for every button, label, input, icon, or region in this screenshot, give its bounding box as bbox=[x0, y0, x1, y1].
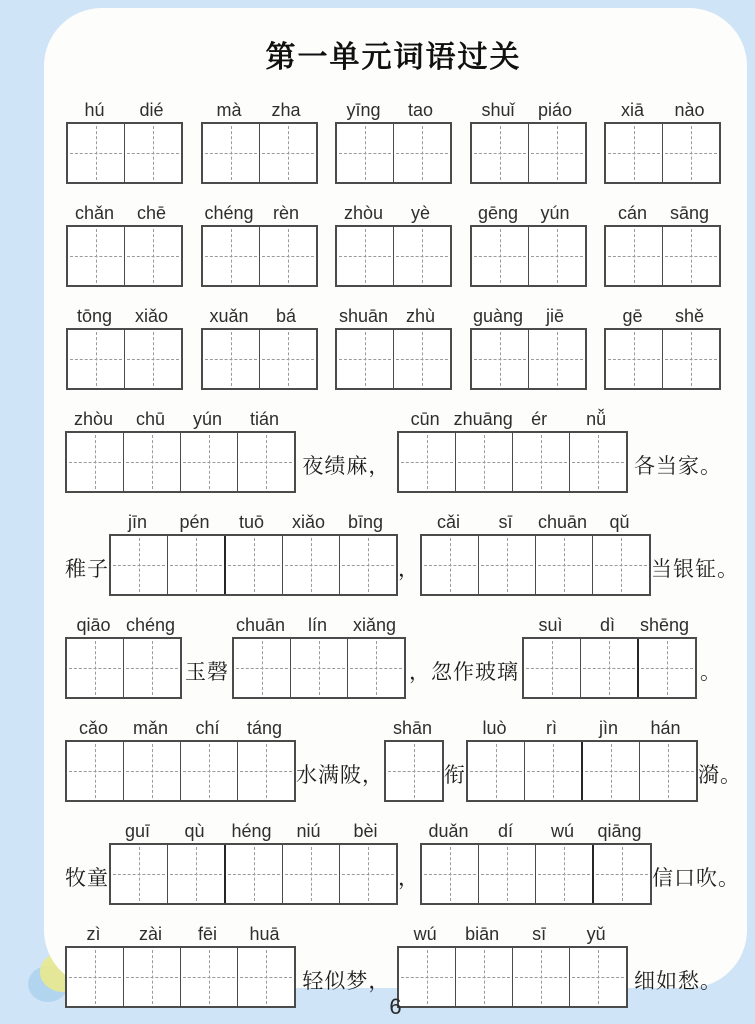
character-cell[interactable] bbox=[181, 742, 238, 800]
character-grid bbox=[65, 637, 182, 699]
pinyin-label: chū bbox=[135, 409, 166, 429]
character-cell[interactable] bbox=[125, 330, 181, 388]
character-cell[interactable] bbox=[394, 227, 450, 285]
character-cell[interactable] bbox=[238, 433, 294, 491]
pinyin-label: dì bbox=[599, 615, 615, 635]
character-cell[interactable] bbox=[67, 742, 124, 800]
writing-group bbox=[109, 512, 398, 596]
character-cell[interactable] bbox=[581, 639, 639, 697]
pinyin-label: shuān bbox=[338, 306, 389, 326]
sentence-text: 漪。 bbox=[698, 763, 742, 787]
character-cell[interactable] bbox=[536, 536, 593, 594]
pinyin-row bbox=[420, 512, 651, 532]
pinyin-row bbox=[470, 203, 587, 223]
pinyin-label: qù bbox=[184, 821, 205, 841]
writing-group bbox=[66, 100, 183, 184]
writing-group bbox=[604, 203, 721, 287]
pinyin-label: yè bbox=[410, 203, 430, 223]
pinyin-label: rèn bbox=[272, 203, 299, 223]
character-cell[interactable] bbox=[68, 330, 125, 388]
sentence-text: 各当家。 bbox=[633, 454, 722, 478]
character-cell[interactable] bbox=[606, 124, 663, 182]
character-grid bbox=[335, 328, 452, 390]
pinyin-row bbox=[65, 409, 296, 429]
character-cell[interactable] bbox=[472, 227, 529, 285]
character-cell[interactable] bbox=[234, 639, 291, 697]
character-cell[interactable] bbox=[337, 227, 394, 285]
character-cell[interactable] bbox=[111, 536, 168, 594]
pinyin-label: bá bbox=[275, 306, 297, 326]
character-cell[interactable] bbox=[529, 330, 585, 388]
writing-group bbox=[201, 100, 318, 184]
character-cell[interactable] bbox=[125, 227, 181, 285]
sentence-row bbox=[64, 821, 740, 905]
pinyin-row bbox=[604, 203, 721, 223]
sentence-text: 信口吹。 bbox=[652, 866, 740, 890]
character-cell[interactable] bbox=[68, 124, 125, 182]
character-cell[interactable] bbox=[238, 742, 294, 800]
pinyin-label: rì bbox=[546, 718, 557, 738]
pinyin-label: zhòu bbox=[73, 409, 114, 429]
pinyin-row bbox=[66, 203, 183, 223]
pinyin-row bbox=[384, 718, 444, 738]
pinyin-label: nǚ bbox=[586, 409, 607, 429]
character-cell[interactable] bbox=[386, 742, 442, 800]
pinyin-label: sī bbox=[498, 512, 513, 532]
pinyin-row bbox=[201, 203, 318, 223]
pinyin-label: chí bbox=[195, 718, 220, 738]
character-cell[interactable] bbox=[283, 536, 340, 594]
character-cell[interactable] bbox=[283, 845, 340, 903]
pinyin-label: jìn bbox=[598, 718, 618, 738]
character-grid bbox=[384, 740, 444, 802]
pinyin-row bbox=[470, 100, 587, 120]
character-cell[interactable] bbox=[472, 124, 529, 182]
character-cell[interactable] bbox=[260, 124, 316, 182]
pinyin-label: ér bbox=[531, 409, 548, 429]
character-cell[interactable] bbox=[593, 536, 649, 594]
character-cell[interactable] bbox=[67, 639, 124, 697]
sentence-text: 轻似梦， bbox=[302, 969, 391, 993]
character-grid bbox=[466, 740, 698, 802]
sentence-text: 水满陂， bbox=[296, 763, 384, 787]
character-cell[interactable] bbox=[124, 639, 180, 697]
writing-group bbox=[604, 306, 721, 390]
writing-group bbox=[470, 306, 587, 390]
character-grid bbox=[65, 740, 296, 802]
sentence-row bbox=[64, 512, 739, 596]
pinyin-label: shě bbox=[674, 306, 705, 326]
character-cell[interactable] bbox=[226, 845, 283, 903]
character-cell[interactable] bbox=[168, 845, 226, 903]
character-grid bbox=[522, 637, 697, 699]
pinyin-label: chéng bbox=[125, 615, 176, 635]
writing-group bbox=[335, 100, 452, 184]
writing-group bbox=[397, 409, 628, 493]
sentence-text: 细如愁。 bbox=[633, 969, 722, 993]
character-grid bbox=[604, 122, 721, 184]
pinyin-label: jiē bbox=[545, 306, 564, 326]
worksheet-card bbox=[44, 8, 747, 993]
sentence-text: ， bbox=[398, 557, 420, 581]
character-cell[interactable] bbox=[663, 330, 719, 388]
character-cell[interactable] bbox=[456, 433, 513, 491]
pinyin-label: cán bbox=[617, 203, 648, 223]
character-cell[interactable] bbox=[226, 536, 283, 594]
sentence-text: 稚子 bbox=[65, 557, 109, 581]
character-cell[interactable] bbox=[203, 227, 260, 285]
pinyin-row bbox=[397, 924, 628, 944]
word-row bbox=[64, 203, 723, 287]
pinyin-label: wú bbox=[550, 821, 574, 841]
sentence-text: ， bbox=[398, 866, 420, 890]
character-cell[interactable] bbox=[260, 227, 316, 285]
sentence-row bbox=[64, 718, 742, 802]
pinyin-row bbox=[335, 306, 452, 326]
pinyin-row bbox=[420, 821, 652, 841]
word-row bbox=[64, 306, 723, 390]
pinyin-label: zhù bbox=[405, 306, 436, 326]
pinyin-label: táng bbox=[246, 718, 283, 738]
sentence-text: 牧童 bbox=[65, 866, 109, 890]
pinyin-label: qǔ bbox=[609, 512, 630, 532]
pinyin-row bbox=[470, 306, 587, 326]
pinyin-label: cǎo bbox=[78, 718, 109, 738]
character-cell[interactable] bbox=[536, 845, 594, 903]
character-cell[interactable] bbox=[348, 639, 404, 697]
pinyin-label: hán bbox=[650, 718, 681, 738]
sentence-text: 玉磬 bbox=[185, 660, 229, 684]
pinyin-label: gēng bbox=[477, 203, 519, 223]
writing-group bbox=[65, 409, 296, 493]
character-grid bbox=[66, 122, 183, 184]
pinyin-label: biān bbox=[465, 924, 500, 944]
pinyin-label: tōng bbox=[76, 306, 113, 326]
pinyin-row bbox=[65, 615, 182, 635]
character-cell[interactable] bbox=[472, 330, 529, 388]
pinyin-row bbox=[335, 100, 452, 120]
writing-group bbox=[470, 100, 587, 184]
pinyin-row bbox=[109, 512, 398, 532]
pinyin-label: xuǎn bbox=[209, 306, 249, 326]
character-cell[interactable] bbox=[337, 124, 394, 182]
character-cell[interactable] bbox=[570, 433, 626, 491]
character-cell[interactable] bbox=[168, 536, 226, 594]
pinyin-label: chē bbox=[136, 203, 167, 223]
character-cell[interactable] bbox=[394, 124, 450, 182]
pinyin-row bbox=[65, 718, 296, 738]
character-cell[interactable] bbox=[394, 330, 450, 388]
character-grid bbox=[109, 843, 398, 905]
pinyin-label: chuān bbox=[235, 615, 286, 635]
pinyin-label: lín bbox=[307, 615, 327, 635]
character-cell[interactable] bbox=[260, 330, 316, 388]
character-grid bbox=[66, 328, 183, 390]
pinyin-label: yún bbox=[192, 409, 223, 429]
character-cell[interactable] bbox=[529, 124, 585, 182]
pinyin-label: hú bbox=[84, 100, 105, 120]
pinyin-label: shēng bbox=[639, 615, 690, 635]
character-cell[interactable] bbox=[513, 433, 570, 491]
writing-group bbox=[201, 306, 318, 390]
character-cell[interactable] bbox=[639, 639, 695, 697]
pinyin-label: zhuāng bbox=[453, 409, 513, 429]
sentence-text: ，忽作玻璃 bbox=[409, 660, 519, 684]
pinyin-label: gē bbox=[622, 306, 643, 326]
character-grid bbox=[397, 431, 628, 493]
pinyin-label: sāng bbox=[669, 203, 710, 223]
character-cell[interactable] bbox=[479, 536, 536, 594]
character-cell[interactable] bbox=[606, 330, 663, 388]
pinyin-label: cǎi bbox=[436, 512, 460, 532]
pinyin-label: dié bbox=[139, 100, 164, 120]
pinyin-label: yǔ bbox=[586, 924, 606, 944]
page-number: 6 bbox=[389, 994, 402, 1019]
pinyin-label: qiāo bbox=[76, 615, 111, 635]
character-cell[interactable] bbox=[479, 845, 536, 903]
character-cell[interactable] bbox=[583, 742, 640, 800]
character-grid bbox=[420, 534, 651, 596]
writing-group bbox=[335, 203, 452, 287]
pinyin-label: pén bbox=[179, 512, 210, 532]
writing-group bbox=[109, 821, 398, 905]
pinyin-label: huā bbox=[249, 924, 280, 944]
writing-group bbox=[65, 718, 296, 802]
pinyin-label: tuō bbox=[238, 512, 265, 532]
writing-group bbox=[66, 306, 183, 390]
character-grid bbox=[109, 534, 398, 596]
pinyin-label: mǎn bbox=[132, 718, 168, 738]
pinyin-label: jīn bbox=[127, 512, 147, 532]
writing-group bbox=[66, 203, 183, 287]
pinyin-label: shān bbox=[392, 718, 433, 738]
character-cell[interactable] bbox=[124, 742, 181, 800]
pinyin-label: nào bbox=[674, 100, 705, 120]
writing-group bbox=[335, 306, 452, 390]
pinyin-label: shuǐ bbox=[481, 100, 515, 120]
writing-group bbox=[232, 615, 406, 699]
character-grid bbox=[604, 328, 721, 390]
character-cell[interactable] bbox=[663, 124, 719, 182]
pinyin-label: xiā bbox=[620, 100, 644, 120]
pinyin-label: niú bbox=[296, 821, 321, 841]
writing-group bbox=[65, 615, 182, 699]
character-grid bbox=[201, 225, 318, 287]
pinyin-label: fēi bbox=[197, 924, 217, 944]
character-cell[interactable] bbox=[68, 227, 125, 285]
pinyin-label: xiǎng bbox=[352, 615, 397, 635]
pinyin-row bbox=[335, 203, 452, 223]
character-grid bbox=[201, 328, 318, 390]
character-cell[interactable] bbox=[524, 639, 581, 697]
writing-group bbox=[466, 718, 698, 802]
character-cell[interactable] bbox=[640, 742, 696, 800]
character-cell[interactable] bbox=[124, 433, 181, 491]
character-cell[interactable] bbox=[111, 845, 168, 903]
character-grid bbox=[470, 122, 587, 184]
pinyin-row bbox=[604, 100, 721, 120]
page-title: 第一单元词语过关 bbox=[265, 41, 522, 74]
pinyin-label: zhòu bbox=[343, 203, 384, 223]
pinyin-label: zì bbox=[86, 924, 101, 944]
pinyin-label: yún bbox=[540, 203, 570, 223]
character-cell[interactable] bbox=[422, 845, 479, 903]
pinyin-row bbox=[604, 306, 721, 326]
pinyin-label: cūn bbox=[410, 409, 440, 429]
writing-group bbox=[420, 512, 651, 596]
pinyin-label: zha bbox=[271, 100, 301, 120]
writing-group bbox=[604, 100, 721, 184]
character-grid bbox=[335, 122, 452, 184]
sentence-row bbox=[64, 409, 723, 493]
pinyin-row bbox=[109, 821, 398, 841]
pinyin-label: suì bbox=[538, 615, 563, 635]
pinyin-label: chéng bbox=[204, 203, 254, 223]
pinyin-label: zài bbox=[138, 924, 162, 944]
pinyin-row bbox=[466, 718, 698, 738]
pinyin-label: tián bbox=[249, 409, 280, 429]
pinyin-row bbox=[201, 100, 318, 120]
character-cell[interactable] bbox=[340, 536, 396, 594]
pinyin-label: bèi bbox=[353, 821, 378, 841]
character-grid bbox=[66, 225, 183, 287]
pinyin-row bbox=[201, 306, 318, 326]
writing-group bbox=[470, 203, 587, 287]
pinyin-row bbox=[65, 924, 296, 944]
writing-group bbox=[522, 615, 697, 699]
character-grid bbox=[470, 225, 587, 287]
character-cell[interactable] bbox=[663, 227, 719, 285]
sentence-text: 。 bbox=[700, 660, 722, 684]
character-grid bbox=[201, 122, 318, 184]
pinyin-row bbox=[66, 100, 183, 120]
pinyin-row bbox=[522, 615, 697, 635]
writing-group bbox=[201, 203, 318, 287]
pinyin-label: guī bbox=[124, 821, 151, 841]
character-cell[interactable] bbox=[203, 330, 260, 388]
pinyin-label: bīng bbox=[347, 512, 384, 532]
poem-fill-in-section bbox=[64, 409, 742, 1008]
character-grid bbox=[335, 225, 452, 287]
character-cell[interactable] bbox=[67, 433, 124, 491]
word-row bbox=[64, 100, 723, 184]
pinyin-label: qiāng bbox=[597, 821, 642, 841]
pinyin-label: chǎn bbox=[74, 203, 115, 223]
character-cell[interactable] bbox=[337, 330, 394, 388]
pinyin-row bbox=[232, 615, 406, 635]
pinyin-label: sī bbox=[532, 924, 547, 944]
character-cell[interactable] bbox=[181, 433, 238, 491]
pinyin-label: yīng bbox=[346, 100, 381, 120]
character-cell[interactable] bbox=[468, 742, 525, 800]
character-cell[interactable] bbox=[291, 639, 348, 697]
pinyin-label: xiǎo bbox=[291, 512, 326, 532]
sentence-text: 当银钲。 bbox=[651, 557, 739, 581]
character-cell[interactable] bbox=[340, 845, 396, 903]
pinyin-label: duǎn bbox=[428, 821, 469, 841]
pinyin-label: chuān bbox=[537, 512, 588, 532]
writing-group bbox=[420, 821, 652, 905]
writing-group bbox=[384, 718, 444, 802]
character-grid bbox=[65, 431, 296, 493]
character-cell[interactable] bbox=[525, 742, 583, 800]
character-grid bbox=[604, 225, 721, 287]
character-cell[interactable] bbox=[594, 845, 650, 903]
pinyin-label: mà bbox=[216, 100, 242, 120]
pinyin-label: tao bbox=[407, 100, 434, 120]
character-cell[interactable] bbox=[529, 227, 585, 285]
character-cell[interactable] bbox=[399, 433, 456, 491]
pinyin-label: luò bbox=[482, 718, 507, 738]
pinyin-label: héng bbox=[231, 821, 272, 841]
character-cell[interactable] bbox=[125, 124, 181, 182]
character-grid bbox=[232, 637, 406, 699]
pinyin-row bbox=[397, 409, 628, 429]
word-grid-section bbox=[64, 100, 723, 390]
character-grid bbox=[470, 328, 587, 390]
sentence-row bbox=[64, 615, 723, 699]
sentence-text: 夜绩麻， bbox=[302, 454, 391, 478]
pinyin-label: dí bbox=[497, 821, 513, 841]
pinyin-label: guàng bbox=[472, 306, 524, 326]
character-grid bbox=[420, 843, 652, 905]
pinyin-label: xiǎo bbox=[134, 306, 169, 326]
pinyin-label: piáo bbox=[537, 100, 573, 120]
sentence-text: 衔 bbox=[444, 763, 466, 787]
character-cell[interactable] bbox=[606, 227, 663, 285]
pinyin-row bbox=[66, 306, 183, 326]
character-cell[interactable] bbox=[203, 124, 260, 182]
character-cell[interactable] bbox=[422, 536, 479, 594]
pinyin-label: wú bbox=[413, 924, 437, 944]
